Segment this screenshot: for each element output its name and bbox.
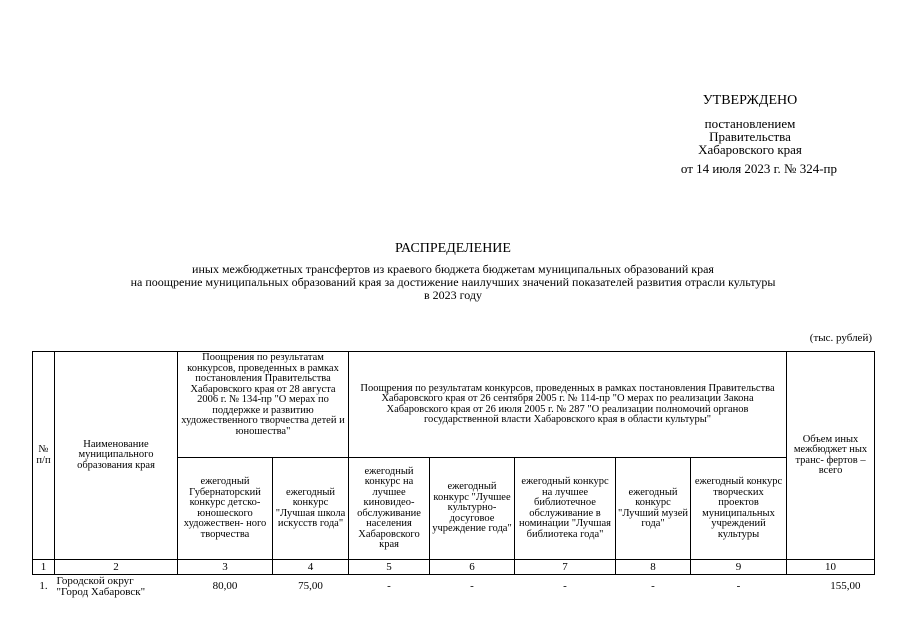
header-sub: ежегодный Губернаторский конкурс детско- юношеского художествен- ного творчества xyxy=(178,458,273,560)
column-number-row xyxy=(33,560,875,575)
total-value-cell: 155,00 xyxy=(830,580,861,593)
value-cell: - xyxy=(563,580,567,593)
column-number: 4 xyxy=(273,560,349,575)
municipality-name-line: Городской округ xyxy=(56,575,134,587)
subtitle-line: иных межбюджетных трансфертов из краевого бюджета бюджетам муниципальных образований края xyxy=(192,262,714,276)
subtitle-line: на поощрение муниципальных образований края за достижение наилучших значений показателей развития отрасли культуры xyxy=(130,275,776,289)
column-number: 9 xyxy=(691,560,787,575)
column-number: 1 xyxy=(33,560,55,575)
table-row xyxy=(33,575,875,599)
subtitle-line: в 2023 году xyxy=(423,288,483,302)
value-cell: - xyxy=(651,580,655,593)
distribution-table xyxy=(32,351,875,598)
municipality-name-line: "Город Хабаровск" xyxy=(56,585,146,598)
row-number: 1. xyxy=(39,580,48,593)
header-sub: ежегодный конкурс на лучшее библиотечное обслуживание в номинации "Лучшая библиотека года" xyxy=(515,458,616,560)
header-sub: ежегодный конкурс "Лучшая школа искусств года" xyxy=(273,458,349,560)
header-num: № п/п xyxy=(33,352,55,560)
approval-line: Правительства xyxy=(709,129,791,144)
municipality-name xyxy=(55,575,178,599)
column-number: 6 xyxy=(430,560,515,575)
header-sub: ежегодный конкурс творческих проектов муниципальных учреждений культуры xyxy=(691,458,787,560)
approval-line: постановлением xyxy=(704,116,796,131)
value-cell: - xyxy=(736,580,741,593)
document-title: РАСПРЕДЕЛЕНИЕ xyxy=(395,241,511,256)
column-number: 5 xyxy=(349,560,430,575)
column-number: 2 xyxy=(55,560,178,575)
header-total: Объем иных межбюджет ных транс- фертов – всего xyxy=(787,352,875,560)
value-cell: - xyxy=(470,580,474,593)
approval-heading: УТВЕРЖДЕНО xyxy=(702,93,798,108)
column-number: 3 xyxy=(178,560,273,575)
units-label: (тыс. рублей) xyxy=(809,332,872,344)
document-subtitle xyxy=(40,263,866,302)
header-sub: ежегодный конкурс "Лучший музей года" xyxy=(616,458,691,560)
column-number: 10 xyxy=(787,560,875,575)
header-name: Наименование муниципального образования края xyxy=(55,352,178,560)
value-cell: 80,00 xyxy=(212,580,238,593)
column-number: 7 xyxy=(515,560,616,575)
value-cell: - xyxy=(387,580,391,593)
header-group-1: Поощрения по результатам конкурсов, проведенных в рамках постановления Правительства Хабаровского края от 28 августа 2006 г. № 134-пр "О мерах по поддержке и развитию художественного творчества детей и юношества" xyxy=(178,352,349,458)
approval-line: Хабаровского края xyxy=(698,142,802,157)
approval-block xyxy=(620,94,880,175)
header-group-2: Поощрения по результатам конкурсов, проведенных в рамках постановления Правительства Хабаровского края от 26 сентября 2005 г. № 114-пр "О мерах по реализации Закона Хабаровского края от 26 июля 2005 г. № 287 "О реализации полномочий органов государственной власти Хабаровского края в области культуры" xyxy=(349,352,787,458)
header-sub: ежегодный конкурс на лучшее киновидео- обслуживание населения Хабаровского края xyxy=(349,458,430,560)
header-sub: ежегодный конкурс "Лучшее культурно- досуговое учреждение года" xyxy=(430,458,515,560)
value-cell: 75,00 xyxy=(298,580,323,593)
column-number: 8 xyxy=(616,560,691,575)
approval-date: от 14 июля 2023 г. № 324-пр xyxy=(680,161,837,176)
